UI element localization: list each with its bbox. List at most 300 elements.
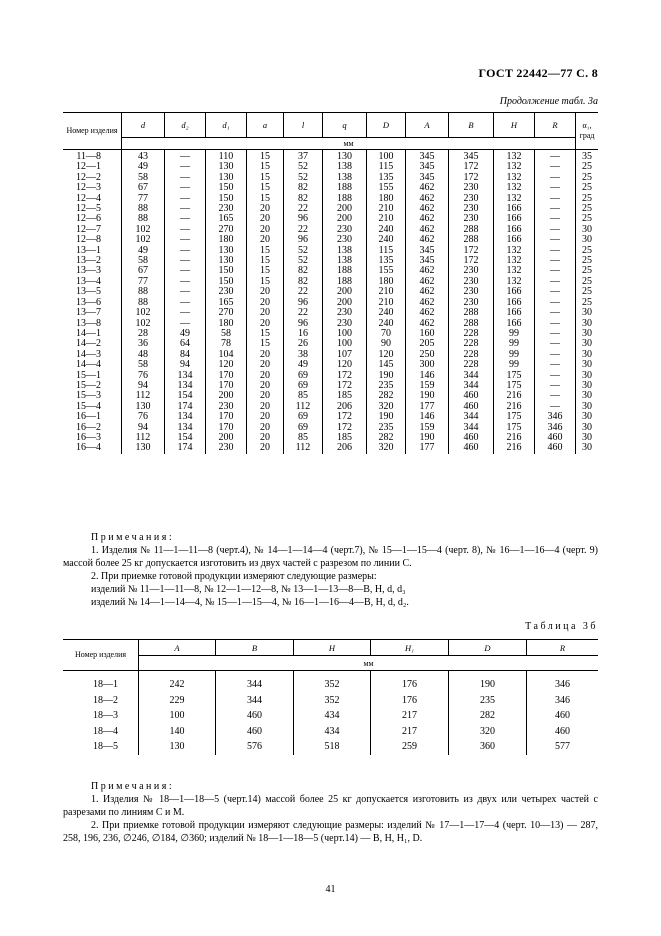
table-cell: — <box>165 225 206 235</box>
table-cell: 94 <box>122 423 165 433</box>
table-cell: 76 <box>122 412 165 422</box>
table-cell: 49 <box>122 162 165 172</box>
note-paragraph: 2. При приемке готовой продукции измеряют следующие размеры: изделий № 17—1—17—4 (черт. 10—13) — 287, 258, 196, 236, ∅246, ∅184, ∅360; изделий № 18—1—18—5 (черт.14) — B, H, H₁, D. <box>63 820 598 844</box>
table-row <box>63 724 598 740</box>
table-cell: 228 <box>449 329 494 339</box>
col-header-l: l <box>284 113 323 138</box>
table-cell: 58 <box>122 256 165 266</box>
table-cell: 96 <box>284 298 323 308</box>
table-cell: 30 <box>582 431 592 443</box>
notes-title: Примечания: <box>91 781 175 792</box>
table-cell: 30 <box>582 359 592 371</box>
table-cell: 88 <box>122 214 165 224</box>
table-cell: 130 <box>206 162 247 172</box>
table-cell: 460 <box>216 724 294 740</box>
table-cell: — <box>165 150 206 163</box>
table-3b-title: Таблица 3б <box>525 621 598 632</box>
table-cell: 345 <box>406 246 449 256</box>
table-cell: 174 <box>165 443 206 453</box>
table-cell: 134 <box>165 381 206 391</box>
table-cell: 49 <box>284 360 323 370</box>
table-cell: 132 <box>494 246 535 256</box>
table-cell: 434 <box>294 724 371 740</box>
table-cell: 130 <box>139 739 216 755</box>
table-cell: 25 <box>582 213 592 225</box>
table-cell: 344 <box>449 381 494 391</box>
table-cell: 200 <box>206 433 247 443</box>
table-cell: 175 <box>494 371 535 381</box>
table-cell: 25 <box>582 265 592 277</box>
note-paragraph: 2. При приемке готовой продукции измеряют следующие размеры: <box>91 571 377 582</box>
table-cell: 344 <box>449 412 494 422</box>
col-header-R: R <box>535 113 576 138</box>
cell-item-number: 12—1 <box>63 162 122 172</box>
table-cell: 30 <box>582 223 592 235</box>
table-cell: 170 <box>206 371 247 381</box>
table-cell: — <box>535 402 576 412</box>
table-cell: 130 <box>122 402 165 412</box>
table-cell: 518 <box>294 739 371 755</box>
table-cell: 67 <box>122 266 165 276</box>
cell-item-number: 16—4 <box>63 443 122 453</box>
table-cell: 462 <box>406 308 449 318</box>
table-cell: 132 <box>494 194 535 204</box>
table-cell: — <box>535 266 576 276</box>
table-cell: 462 <box>406 235 449 245</box>
table-cell: 235 <box>367 423 406 433</box>
table-cell: 176 <box>371 693 449 709</box>
table-cell: 69 <box>284 423 323 433</box>
col-header-B: B <box>449 113 494 138</box>
table-cell: 20 <box>247 225 284 235</box>
table-cell: 30 <box>582 307 592 319</box>
table-cell: 462 <box>406 194 449 204</box>
col-header-d: d <box>122 113 165 138</box>
table-cell: 230 <box>323 308 367 318</box>
cell-item-number: 16—1 <box>63 412 122 422</box>
table-cell: 282 <box>449 708 527 724</box>
table-cell: 176 <box>371 671 449 693</box>
unit-label: мм <box>122 138 576 150</box>
table-cell: 320 <box>367 402 406 412</box>
cell-item-number: 13—4 <box>63 277 122 287</box>
table-cell: — <box>165 214 206 224</box>
table-cell: — <box>535 256 576 266</box>
table-cell: 15 <box>247 162 284 172</box>
notes-title: Примечания: <box>91 532 175 543</box>
table-cell: 30 <box>582 411 592 423</box>
cell-item-number: 16—3 <box>63 433 122 443</box>
table-cell: 270 <box>206 308 247 318</box>
table-cell: 52 <box>284 162 323 172</box>
cell-item-number: 16—2 <box>63 423 122 433</box>
table-cell: — <box>535 235 576 245</box>
col-header-q: q <box>323 113 367 138</box>
cell-item-number: 13—2 <box>63 256 122 266</box>
table-row <box>63 443 598 453</box>
table-cell: — <box>165 162 206 172</box>
table-cell: 352 <box>294 693 371 709</box>
table-cell: 460 <box>555 710 570 722</box>
table-cell: 96 <box>284 214 323 224</box>
table-cell: 115 <box>367 162 406 172</box>
table-cell: 155 <box>367 183 406 193</box>
col-header-angle: α₁, град <box>576 113 599 150</box>
table-cell: 134 <box>165 423 206 433</box>
table-cell: 230 <box>323 225 367 235</box>
table-cell: 49 <box>165 329 206 339</box>
table-cell: 130 <box>206 256 247 266</box>
table-cell: 206 <box>323 402 367 412</box>
table-cell: 230 <box>206 287 247 297</box>
table-cell: 344 <box>216 671 294 693</box>
table-cell: — <box>165 266 206 276</box>
col-header-A: A <box>139 640 216 656</box>
table-cell: 140 <box>139 724 216 740</box>
table-cell: 64 <box>165 339 206 349</box>
table-cell: 82 <box>284 183 323 193</box>
table-cell: 112 <box>284 402 323 412</box>
table-cell: 99 <box>494 339 535 349</box>
cell-item-number: 14—1 <box>63 329 122 339</box>
cell-item-number: 13—8 <box>63 319 122 329</box>
table-row <box>63 708 598 724</box>
table-cell: 462 <box>406 287 449 297</box>
table-cell: — <box>535 214 576 224</box>
table-cell: 52 <box>284 246 323 256</box>
table-cell: — <box>535 173 576 183</box>
table-cell: — <box>535 287 576 297</box>
table-row <box>63 412 598 422</box>
table-cell: 166 <box>494 308 535 318</box>
table-cell: 20 <box>247 433 284 443</box>
table-cell: 180 <box>206 319 247 329</box>
table-cell: 462 <box>406 204 449 214</box>
table-cell: 132 <box>494 266 535 276</box>
note-line: изделий № 11—1—11—8, № 12—1—12—8, № 13—1—13—8—B, H, d, d₃ <box>91 584 406 595</box>
table-cell: 35 <box>582 151 592 162</box>
table-cell: — <box>535 329 576 339</box>
table-cell: 15 <box>247 173 284 183</box>
table-cell: 132 <box>494 162 535 172</box>
unit-label: мм <box>139 656 599 671</box>
table-cell: 30 <box>582 327 592 339</box>
table-cell: 15 <box>247 194 284 204</box>
table-cell: 188 <box>323 183 367 193</box>
table-cell: 20 <box>247 287 284 297</box>
table-cell: — <box>535 391 576 401</box>
table-cell: 210 <box>367 287 406 297</box>
table-cell: 460 <box>535 433 576 443</box>
table-cell: 228 <box>449 339 494 349</box>
table-cell: 230 <box>206 204 247 214</box>
table-cell: 43 <box>122 150 165 163</box>
table-cell: 170 <box>206 381 247 391</box>
table-cell: 188 <box>323 266 367 276</box>
col-header-number: Номер изделия <box>63 113 122 150</box>
table-cell: — <box>165 204 206 214</box>
table-cell: 185 <box>323 391 367 401</box>
table-cell: 48 <box>122 350 165 360</box>
table-cell: 217 <box>371 724 449 740</box>
table-cell: 77 <box>122 194 165 204</box>
table-cell: 20 <box>247 204 284 214</box>
table-cell: 112 <box>284 443 323 453</box>
table-cell: 112 <box>122 391 165 401</box>
table-cell: — <box>535 371 576 381</box>
table-cell: 200 <box>323 204 367 214</box>
table-cell: 216 <box>494 433 535 443</box>
table-cell: 230 <box>323 319 367 329</box>
dimensions-table-3b <box>63 639 598 755</box>
table-cell: 78 <box>206 339 247 349</box>
cell-item-number: 15—2 <box>63 381 122 391</box>
table-cell: 15 <box>247 183 284 193</box>
table-cell: 155 <box>367 266 406 276</box>
table-cell: 216 <box>494 402 535 412</box>
table-cell: 200 <box>323 214 367 224</box>
table-row <box>63 739 598 755</box>
table-cell: 58 <box>206 329 247 339</box>
table-cell: 217 <box>371 708 449 724</box>
cell-item-number: 12—3 <box>63 183 122 193</box>
table-cell: 120 <box>323 360 367 370</box>
cell-item-number: 15—3 <box>63 391 122 401</box>
table-cell: 216 <box>494 391 535 401</box>
page-number: 41 <box>325 884 336 895</box>
table-cell: 132 <box>494 150 535 163</box>
table-cell: 288 <box>449 308 494 318</box>
cell-item-number: 15—4 <box>63 402 122 412</box>
table-cell: — <box>535 360 576 370</box>
cell-item-number: 12—5 <box>63 204 122 214</box>
table-cell: 462 <box>406 277 449 287</box>
table-cell: 344 <box>449 371 494 381</box>
table-cell: 100 <box>139 708 216 724</box>
note-paragraph: 1. Изделия № 18—1—18—5 (черт.14) массой более 25 кг допускается изготовить из двух или четырех частей с разрезами по линиям C и M. <box>63 794 598 818</box>
table-cell: 242 <box>139 671 216 693</box>
table-cell: 90 <box>367 339 406 349</box>
table-cell: 172 <box>449 173 494 183</box>
table-cell: 88 <box>122 298 165 308</box>
table-cell: 230 <box>449 298 494 308</box>
cell-item-number: 18—2 <box>63 693 139 709</box>
table-cell: 154 <box>165 433 206 443</box>
col-header-H: H <box>294 640 371 656</box>
table-cell: 22 <box>284 225 323 235</box>
table-cell: 20 <box>247 319 284 329</box>
col-header-H1: H₁ <box>371 640 449 656</box>
table-cell: 15 <box>247 266 284 276</box>
table-cell: 130 <box>122 443 165 453</box>
table-cell: 462 <box>406 214 449 224</box>
dimensions-table-3a <box>63 112 598 454</box>
table-cell: 576 <box>216 739 294 755</box>
table-cell: 96 <box>284 235 323 245</box>
table-cell: 344 <box>449 423 494 433</box>
cell-item-number: 11—8 <box>63 150 122 163</box>
table-cell: 159 <box>406 423 449 433</box>
table-cell: 20 <box>247 308 284 318</box>
table-cell: 150 <box>206 194 247 204</box>
table-cell: — <box>535 225 576 235</box>
table-cell: 346 <box>535 423 576 433</box>
table-cell: 15 <box>247 339 284 349</box>
table-cell: 172 <box>323 371 367 381</box>
table-cell: 228 <box>449 360 494 370</box>
table-cell: 20 <box>247 235 284 245</box>
table-cell: 138 <box>323 246 367 256</box>
table-cell: 16 <box>284 329 323 339</box>
table-cell: 30 <box>582 379 592 391</box>
table-row <box>63 360 598 370</box>
table-cell: 20 <box>247 381 284 391</box>
table-cell: — <box>535 246 576 256</box>
table-cell: 102 <box>122 225 165 235</box>
cell-item-number: 15—1 <box>63 371 122 381</box>
table-cell: 165 <box>206 298 247 308</box>
table-cell: 235 <box>449 693 527 709</box>
table-cell: — <box>535 204 576 214</box>
table-cell: — <box>535 277 576 287</box>
table-cell: — <box>535 150 576 163</box>
table-cell: 460 <box>449 443 494 453</box>
table-cell: 282 <box>367 433 406 443</box>
table-row <box>63 671 598 693</box>
table-cell: 250 <box>406 350 449 360</box>
col-header-D: D <box>367 113 406 138</box>
table-cell: 170 <box>206 412 247 422</box>
table-cell: — <box>165 298 206 308</box>
table-cell: 99 <box>494 329 535 339</box>
note-paragraph: 1. Изделия № 11—1—11—8 (черт.4), № 14—1—14—4 (черт.7), № 15—1—15—4 (черт. 8), № 16—1—16—4 (черт. 9) массой более 25 кг допускается изготовить из двух частей с разрезом по линии C. <box>63 545 598 569</box>
table-cell: 26 <box>284 339 323 349</box>
table-cell: 210 <box>367 204 406 214</box>
table-cell: 230 <box>206 402 247 412</box>
table-cell: 132 <box>494 256 535 266</box>
table-cell: 210 <box>367 298 406 308</box>
table-cell: — <box>535 319 576 329</box>
table-cell: 85 <box>284 433 323 443</box>
table-cell: 166 <box>494 225 535 235</box>
table-cell: 165 <box>206 214 247 224</box>
table-cell: 15 <box>247 246 284 256</box>
cell-item-number: 18—5 <box>63 739 139 755</box>
table-cell: 102 <box>122 235 165 245</box>
table-cell: 270 <box>206 225 247 235</box>
table-cell: 166 <box>494 298 535 308</box>
table-row <box>63 308 598 318</box>
table-cell: 190 <box>367 412 406 422</box>
table-cell: 460 <box>535 443 576 453</box>
table-cell: 200 <box>206 391 247 401</box>
table-cell: 25 <box>582 255 592 267</box>
table-cell: 188 <box>323 277 367 287</box>
table-cell: 346 <box>555 679 570 691</box>
table-cell: 230 <box>323 235 367 245</box>
table-cell: 190 <box>406 433 449 443</box>
col-header-d1: d₁ <box>206 113 247 138</box>
table-cell: 20 <box>247 423 284 433</box>
table-cell: 20 <box>247 391 284 401</box>
table-cell: 25 <box>582 171 592 183</box>
table-cell: 58 <box>122 173 165 183</box>
table-cell: 288 <box>449 225 494 235</box>
table-cell: 130 <box>323 150 367 163</box>
table-cell: 58 <box>122 360 165 370</box>
table-cell: — <box>165 173 206 183</box>
table-cell: 240 <box>367 319 406 329</box>
table-cell: 104 <box>206 350 247 360</box>
table-cell: 132 <box>494 277 535 287</box>
table-cell: 67 <box>122 183 165 193</box>
table-cell: 134 <box>165 371 206 381</box>
table-cell: 462 <box>406 319 449 329</box>
cell-item-number: 14—2 <box>63 339 122 349</box>
table-cell: — <box>535 194 576 204</box>
table-cell: 166 <box>494 214 535 224</box>
col-header-R: R <box>527 640 599 656</box>
cell-item-number: 14—3 <box>63 350 122 360</box>
table-continuation-label: Продолжение табл. 3а <box>499 96 598 107</box>
table-cell: 200 <box>323 298 367 308</box>
table-cell: 345 <box>406 173 449 183</box>
table-cell: 172 <box>323 412 367 422</box>
table-cell: 110 <box>206 150 247 163</box>
table-cell: 30 <box>582 390 592 402</box>
col-header-a: a <box>247 113 284 138</box>
table-cell: 235 <box>367 381 406 391</box>
table-cell: 36 <box>122 339 165 349</box>
table-cell: 230 <box>449 204 494 214</box>
col-header-H: H <box>494 113 535 138</box>
table-cell: 145 <box>367 360 406 370</box>
table-cell: — <box>165 256 206 266</box>
table-cell: 146 <box>406 412 449 422</box>
table-cell: 15 <box>247 150 284 163</box>
col-header-d2: d₂ <box>165 113 206 138</box>
table-cell: 206 <box>323 443 367 453</box>
table-cell: 15 <box>247 329 284 339</box>
table-cell: 94 <box>122 381 165 391</box>
table-cell: 22 <box>284 308 323 318</box>
table-cell: 240 <box>367 225 406 235</box>
table-cell: — <box>535 350 576 360</box>
table-cell: 345 <box>406 150 449 163</box>
table-cell: 20 <box>247 214 284 224</box>
cell-item-number: 12—8 <box>63 235 122 245</box>
table-cell: — <box>165 183 206 193</box>
table-cell: 82 <box>284 277 323 287</box>
table-cell: 100 <box>367 150 406 163</box>
table-cell: 259 <box>371 739 449 755</box>
table-cell: — <box>165 319 206 329</box>
table-cell: 172 <box>449 256 494 266</box>
cell-item-number: 18—4 <box>63 724 139 740</box>
table-cell: 102 <box>122 308 165 318</box>
table-cell: 434 <box>294 708 371 724</box>
table-cell: 150 <box>206 277 247 287</box>
table-cell: 346 <box>535 412 576 422</box>
table-cell: 30 <box>582 369 592 381</box>
table-cell: 180 <box>206 235 247 245</box>
table-cell: 160 <box>406 329 449 339</box>
table-cell: 159 <box>406 381 449 391</box>
table-cell: 37 <box>284 150 323 163</box>
table-cell: 320 <box>449 724 527 740</box>
table-cell: 82 <box>284 194 323 204</box>
table-cell: 138 <box>323 162 367 172</box>
